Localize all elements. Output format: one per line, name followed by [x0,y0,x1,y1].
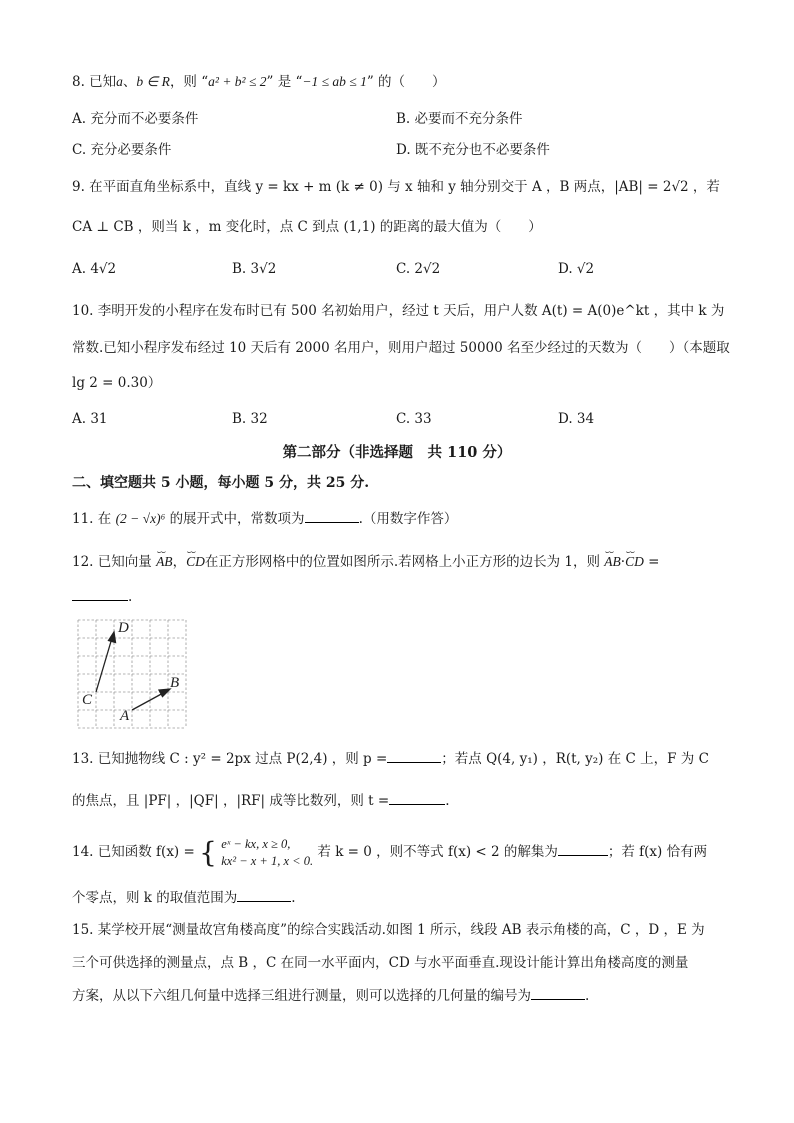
q13-t-blank[interactable] [389,790,445,805]
q8-option-b[interactable]: B. 必要而不充分条件 [396,111,523,127]
q14-solution-blank[interactable] [558,841,608,856]
q10-stem-line3: lg 2 = 0.30） [72,375,162,391]
section2-title: 二、填空题共 5 小题，每小题 5 分，共 25 分. [72,475,370,491]
q9-stem-line1: 9. 在平面直角坐标系中，直线 y = kx + m (k ≠ 0) 与 x 轴和 y 轴分别交于 A ，B 两点，|AB| = 2√2 ，若 [72,179,720,195]
q13-stem-line1: 13. 已知抛物线 C : y² = 2px 过点 P(2,4) ，则 p = ；若点 Q(4, y₁) ，R(t, y₂) 在 C 上，F 为 C [72,748,709,769]
q13-p-blank[interactable] [387,748,441,763]
grid-lines [78,620,186,728]
q15-stem-line1: 15. 某学校开展“测量故宫角楼高度”的综合实践活动.如图 1 所示，线段 AB 表示角楼的高，C ，D ，E 为 [72,922,705,938]
q12-answer-line: . [72,586,132,607]
vector-cd [96,638,112,692]
q12-vector-grid-figure [76,618,188,730]
vector-cd-arrowhead [109,632,116,643]
q14-stem-line1: 14. 已知函数 f(x) = { eˣ − kx, x ≥ 0, kx² − x + 1, x < 0. 若 k = 0 ，则不等式 f(x) < 2 的解集为 ；若 f(x) 恰有两 [72,835,708,869]
q14-k-range-blank[interactable] [237,887,291,902]
q13-stem-line2: 的焦点，且 |PF| ，|QF| ，|RF| 成等比数列，则 t = . [72,790,450,811]
q14-stem-line2: 个零点，则 k 的取值范围为 . [72,887,296,908]
label-d: D [118,620,129,636]
q9-option-d[interactable]: D. √2 [558,261,595,277]
label-b: B [170,675,180,691]
q9-option-a[interactable]: A. 4√2 [72,261,117,277]
vector-ab [132,692,165,710]
q8-option-a[interactable]: A. 充分而不必要条件 [72,111,199,127]
q8-stem: 8. 已知a、b ∈ R，则 “a² + b² ≤ 2” 是 “−1 ≤ ab ≤ 1” 的（ ） [72,74,446,90]
q15-stem-line2: 三个可供选择的测量点，点 B ，C 在同一水平面内，CD 与水平面垂直.现设计能计算出角楼高度的测量 [72,955,689,971]
piecewise-brace: { [199,835,217,869]
q12-answer-blank[interactable] [72,586,128,601]
q12-stem: 12. 已知向量 ⌣⌣ AB，⌣⌣ CD在正方形网格中的位置如图所示.若网格上小正方形的边长为 1，则 ⌣⌣ AB·⌣⌣ CD = [72,552,659,572]
piecewise-cases: eˣ − kx, x ≥ 0, kx² − x + 1, x < 0. [221,836,314,868]
q10-option-d[interactable]: D. 34 [558,411,595,427]
q9-option-b[interactable]: B. 3√2 [232,261,277,277]
label-c: C [82,692,93,708]
q10-option-c[interactable]: C. 33 [396,411,432,427]
q10-option-a[interactable]: A. 31 [72,411,108,427]
q8-option-c[interactable]: C. 充分必要条件 [72,142,172,158]
q10-stem-line1: 10. 李明开发的小程序在发布时已有 500 名初始用户，经过 t 天后，用户人数 A(t) = A(0)e^kt ，其中 k 为 [72,303,725,319]
part2-title: 第二部分（非选择题 共 110 分） [282,444,512,461]
q10-option-b[interactable]: B. 32 [232,411,268,427]
q9-option-c[interactable]: C. 2√2 [396,261,441,277]
label-a: A [120,708,130,724]
q11-stem: 11. 在 (2 − √x)⁶ 的展开式中，常数项为 .（用数字作答） [72,508,457,529]
q11-answer-blank[interactable] [305,508,359,523]
q15-answer-blank[interactable] [531,985,585,1000]
q10-stem-line2: 常数.已知小程序发布经过 10 天后有 2000 名用户，则用户超过 50000 名至少经过的天数为（ ）（本题取 [72,340,730,356]
q8-option-d[interactable]: D. 既不充分也不必要条件 [396,142,550,158]
q15-stem-line3: 方案，从以下六组几何量中选择三组进行测量，则可以选择的几何量的编号为 . [72,985,589,1006]
q9-stem-line2: CA ⊥ CB ，则当 k ，m 变化时，点 C 到点 (1,1) 的距离的最大值为（ ） [72,219,542,235]
